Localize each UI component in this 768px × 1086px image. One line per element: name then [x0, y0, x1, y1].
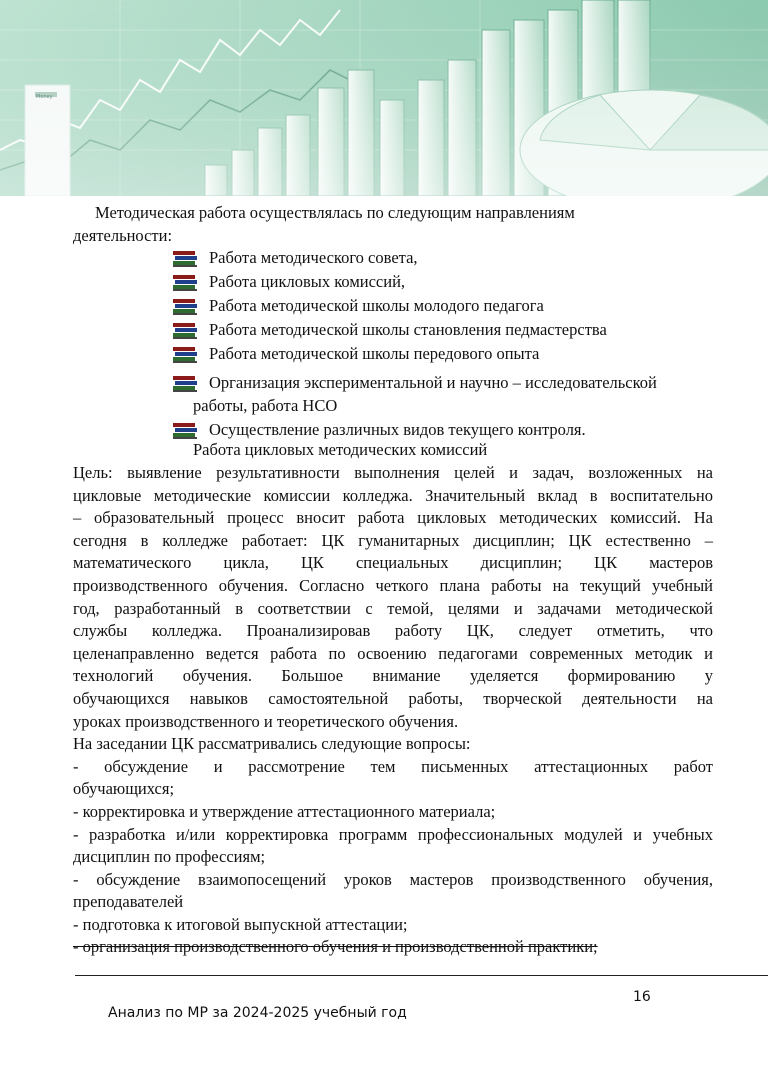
body-line: год, разработанный в соответствии с темой, целями и задачами методической	[73, 598, 713, 618]
books-icon	[172, 375, 198, 393]
body-line: технологий обучения. Большое внимание уделяется формированию у	[73, 666, 713, 686]
books-icon	[172, 322, 198, 340]
list-item-text: Работа цикловых комиссий,	[209, 272, 406, 291]
body-line: сегодня в колледже работает: ЦК гуманитарных дисциплин; ЦК естественно –	[73, 530, 713, 550]
books-icon	[172, 346, 198, 364]
body-text	[73, 462, 713, 959]
question-line: - подготовка к итоговой выпускной аттестации;	[73, 914, 408, 934]
list-item-text: Организация экспериментальной и научно – исследовательской	[209, 373, 657, 392]
body-line: целенаправленно ведется работа по освоению педагогами современных методик и	[73, 643, 713, 663]
header-banner	[0, 0, 768, 196]
page-number: 16	[633, 989, 651, 1005]
books-icon	[172, 250, 198, 268]
body-line: уроках производственного и теоретического обучения.	[73, 711, 459, 731]
list-item-text: Осуществление различных видов текущего контроля.	[209, 420, 586, 439]
books-icon	[172, 298, 198, 316]
question-line: - организация производственного обучения и производственной практики;	[73, 937, 598, 957]
body-line: цикловые методические комиссии колледжа. Значительный вклад в воспитательно	[73, 485, 713, 505]
books-icon	[172, 274, 198, 292]
question-line: - корректировка и утверждение аттестационного материала;	[73, 801, 496, 821]
body-line: Цель: выявление результативности выполнения целей и задач, возложенных на	[73, 463, 713, 482]
question-line: обучающихся;	[73, 779, 175, 799]
questions-intro: На заседании ЦК рассматривались следующие вопросы:	[73, 734, 471, 754]
body-line: службы колледжа. Проанализировав работу ЦК, следует отметить, что	[73, 621, 713, 641]
books-icon	[172, 422, 198, 440]
question-line: дисциплин по профессиям;	[73, 847, 266, 867]
question-line: - обсуждение взаимопосещений уроков мастеров производственного обучения,	[73, 869, 713, 889]
intro-paragraph	[73, 202, 713, 247]
body-line: – образовательный процесс вносит работа цикловых методических комиссий. На	[73, 508, 713, 528]
section-title: Работа цикловых методических комиссий	[193, 440, 488, 459]
question-line: - разработка и/или корректировка программ профессиональных модулей и учебных	[73, 824, 713, 844]
finance-chart-illustration	[0, 0, 768, 196]
banner-label: Money	[36, 94, 53, 100]
question-line: - обсуждение и рассмотрение тем письменных аттестационных работ	[73, 756, 713, 776]
intro-line-2: деятельности:	[73, 225, 173, 245]
list-item-text: Работа методической школы передового опыта	[209, 344, 540, 363]
footer-divider	[75, 975, 768, 976]
question-line: преподавателей	[73, 892, 184, 912]
intro-line-1: Методическая работа осуществлялась по следующим направлениям	[95, 203, 575, 222]
body-line: обучающихся навыков самостоятельной работы, творческой деятельности на	[73, 688, 713, 708]
body-line: математического цикла, ЦК специальных дисциплин; ЦК мастеров	[73, 553, 713, 573]
list-item-text: Работа методической школы становления педмастерства	[209, 320, 607, 339]
list-item-continuation: работы, работа НСО	[193, 396, 338, 415]
body-line: производственного обучения. Согласно четкого плана работы на текущий учебный	[73, 575, 713, 595]
list-item-text: Работа методической школы молодого педагога	[209, 296, 544, 315]
list-item-text: Работа методического совета,	[209, 248, 418, 267]
footer-text: Анализ по МР за 2024-2025 учебный год	[108, 1005, 407, 1021]
